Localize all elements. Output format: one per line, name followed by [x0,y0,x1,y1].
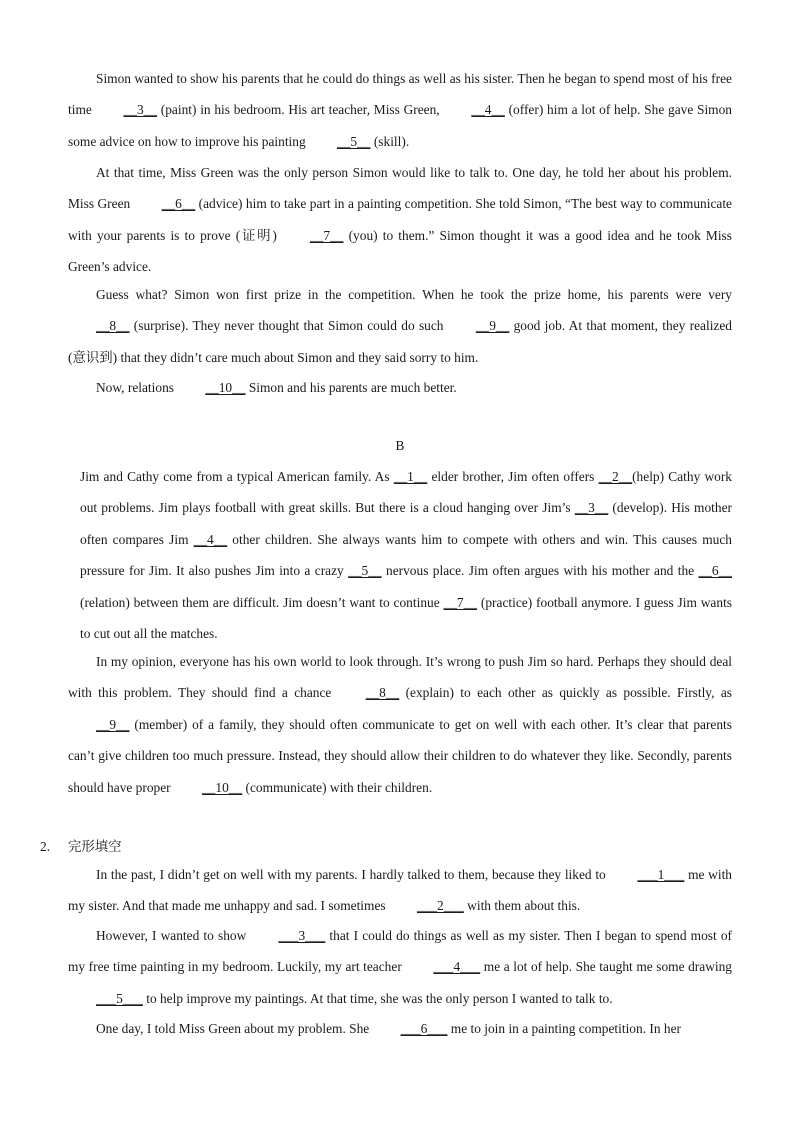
text-span: (paint) in his bedroom. His art teacher, Miss Green, [157,102,444,118]
section-a-paragraph-2 [68,157,732,283]
blank-4: __4__ [193,531,228,547]
blank-9: __9__ [96,716,130,732]
blank-8: __8__ [96,318,130,334]
section-b-label: B [395,438,405,453]
text-span: (surprise). They never thought that Simon could do such [129,318,448,334]
blank-3: __3__ [123,102,158,118]
text-span: (skill). [370,133,410,149]
text-span: At that time, Miss Green was the only person Simon would like to talk to. One day, he told her about his problem. Miss Green [68,165,732,212]
text-span: (offer) him a lot of help. She gave Simon some advice on how to improve his painting [68,102,732,149]
blank-3: __3__ [574,500,609,516]
blank-10: __10__ [205,380,246,395]
text-span: In the past, I didn’t get on well with my parents. I hardly talked to them, because they liked to [96,867,610,882]
text-span: Guess what? Simon won first prize in the competition. When he took the prize home, his parents were very [96,287,732,302]
text-span: nervous place. Jim often argues with his mother and the [381,563,699,579]
text-span: me with my sister. And that made me unhappy and sad. I sometimes [68,867,732,914]
section-b-paragraph-1 [80,461,732,649]
text-span: (relation) between them are difficult. Jim doesn’t want to continue [80,594,444,610]
text-span: In my opinion, everyone has his own world to look through. It’s wrong to push Jim so hard. Perhaps they should deal with this problem. They should find a chance [68,654,732,701]
blank-10: __10__ [201,779,243,795]
blank-2: __2__ [598,469,633,484]
text-span: me a lot of help. She taught me some drawing [480,959,732,975]
cloze-paragraph-1 [68,859,732,922]
question-number: 2. [40,839,51,854]
cloze-paragraph-3 [68,1013,732,1044]
text-span: to help improve my paintings. At that time, she was the only person I wanted to talk to. [142,990,613,1006]
blank-9: __9__ [475,318,510,334]
blank-4: __4__ [471,102,505,118]
blank-7: __7__ [309,227,344,243]
text-span: (explain) to each other as quickly as possible. Firstly, as [399,685,732,701]
text-span: (you) to them.” Simon thought it was a good idea and he took Miss Green’s advice. [68,227,732,275]
blank-8: __8__ [365,685,400,701]
text-span: (member) of a family, they should often communicate to get on well with each other. It’s clear that parents can’t give children too much pressure. Instead, they should allow their children to do whatever they like. Secondly, parents should have proper [68,716,732,795]
blank-3: ___3___ [278,928,326,943]
blank-6: __6__ [161,196,196,212]
section-a-paragraph-4 [68,372,732,403]
text-span: Now, relations [96,380,178,395]
blank-6: __6__ [698,563,733,579]
blank-7: __7__ [443,594,478,610]
section-a-paragraph-3 [68,279,732,373]
text-span: me to join in a painting competition. In her [447,1021,681,1036]
text-span: Simon and his parents are much better. [245,380,457,395]
text-span: Simon wanted to show his parents that he could do things as well as his sister. Then he began to spend most of his free time [68,71,732,118]
text-span: Jim and Cathy come from a typical American family. As [80,469,394,484]
blank-6: ___6___ [400,1021,448,1036]
text-span: (advice) him to take part in a painting competition. She told Simon, “The best way to communicate with your parents is to prove (证明) [68,196,732,243]
text-span: (help) Cathy work out problems. Jim plays football with great skills. But there is a cloud hanging over Jim’s [80,469,732,516]
blank-1: __1__ [393,469,428,484]
text-span: However, I wanted to show [96,928,251,943]
text-span: other children. She always wants him to compete with others and win. This causes much pressure for Jim. It also pushes Jim into a crazy [80,531,732,579]
text-span: (practice) football anymore. I guess Jim wants to cut out all the matches. [80,594,733,642]
text-span: with them about this. [463,898,581,914]
question-title: 完形填空 [68,839,122,854]
blank-2: ___2___ [416,898,464,914]
section-b-paragraph-2 [68,646,732,803]
blank-4: ___4___ [433,959,481,975]
text-span: (communicate) with their children. [242,779,433,795]
text-span: good job. At that moment, they realized (意识到) that they didn’t care much about Simon and they said sorry to him. [68,318,732,365]
text-span: (develop). His mother often compares Jim [80,500,732,547]
cloze-paragraph-2 [68,920,732,1014]
text-span: One day, I told Miss Green about my problem. She [96,1021,373,1036]
blank-5: __5__ [337,133,371,149]
section-a-paragraph-1 [68,63,732,157]
text-span: elder brother, Jim often offers [427,469,599,484]
text-span: that I could do things as well as my sister. Then I began to spend most of my free time painting in my bedroom. Luckily, my art teacher [68,928,732,975]
blank-5: ___5___ [96,990,143,1006]
blank-5: __5__ [348,563,382,579]
blank-1: ___1___ [637,867,685,882]
